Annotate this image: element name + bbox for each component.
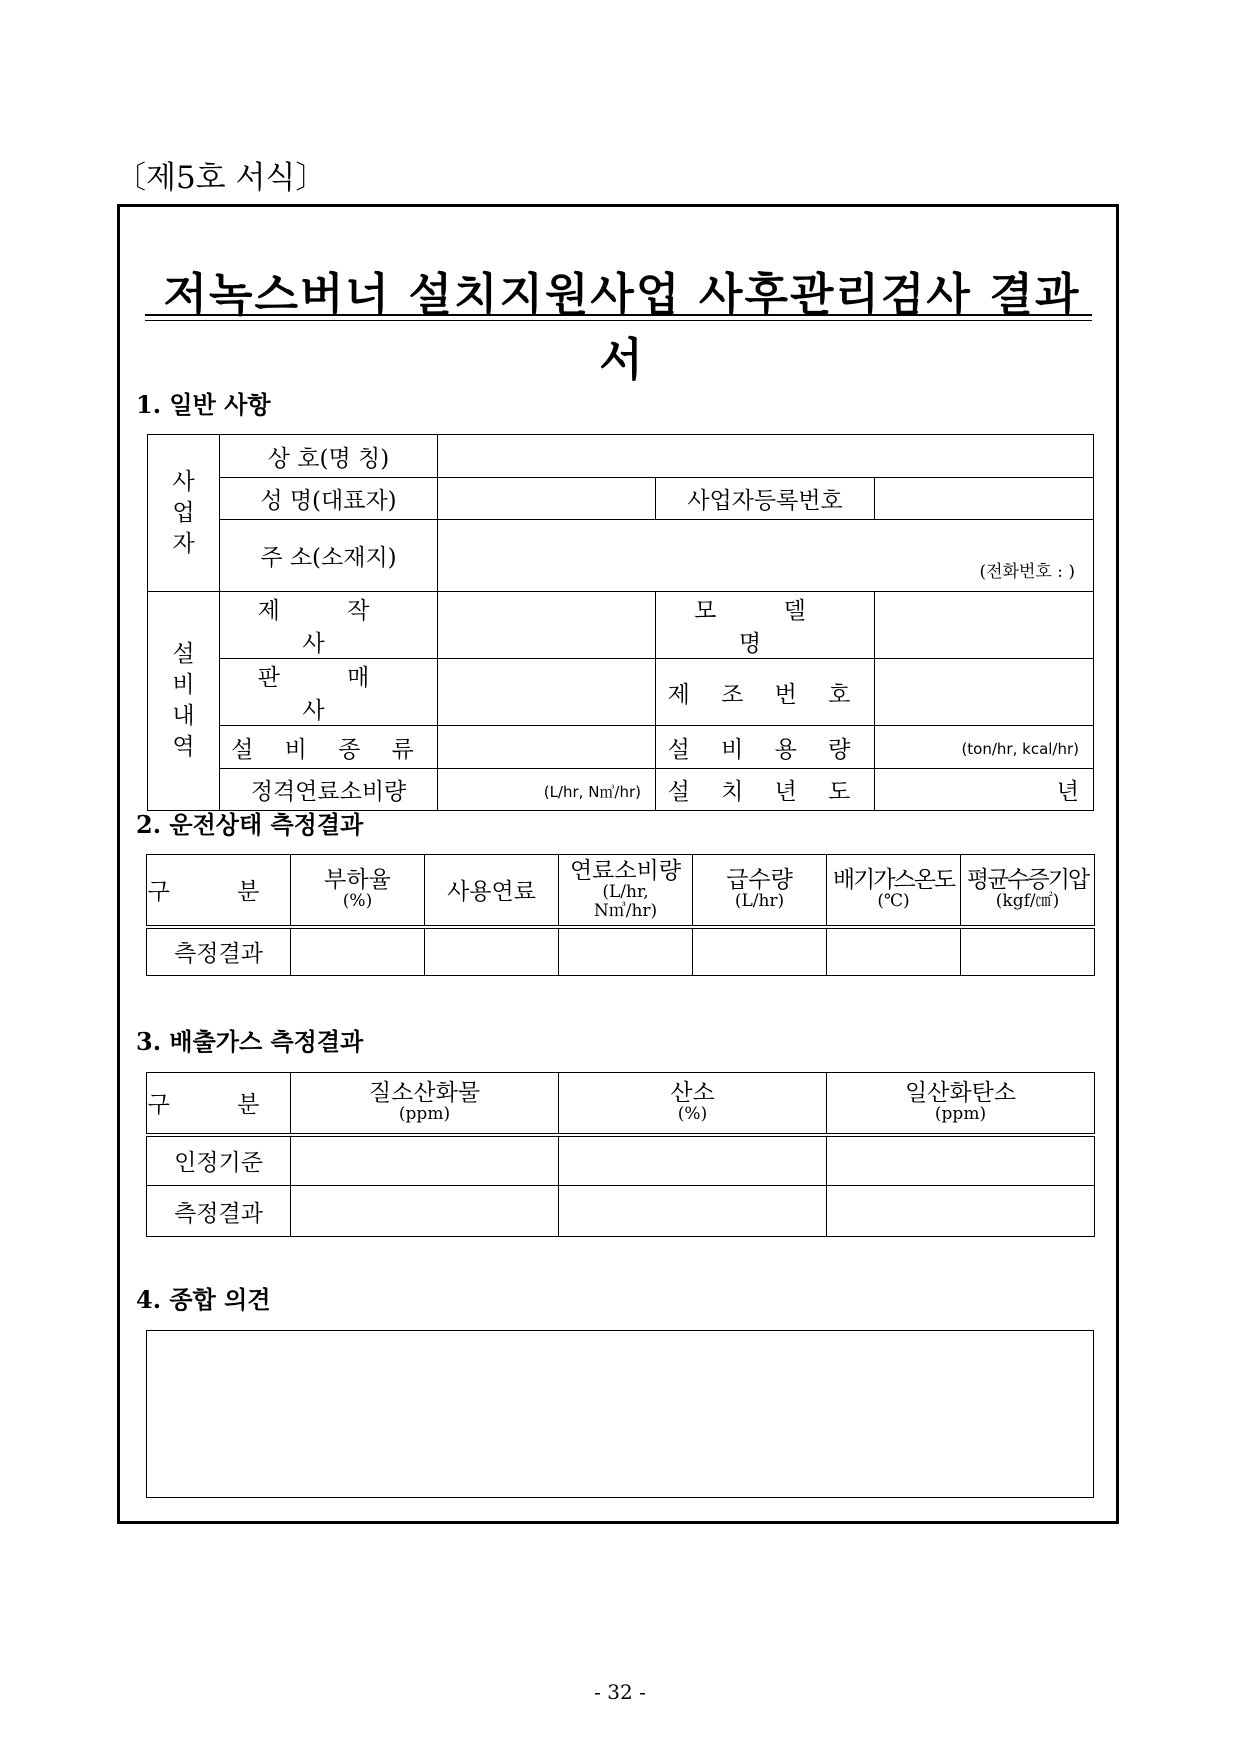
co-header [827, 1073, 1095, 1135]
representative-label: 성 명(대표자) [220, 478, 438, 520]
company-name-label: 상 호(명 칭) [220, 435, 438, 478]
steam-pressure-header [961, 855, 1095, 927]
general-info-table [147, 434, 1094, 811]
manufacturer-label: 제 작 사 [220, 592, 438, 659]
emission-table [146, 1072, 1095, 1237]
model-name-value[interactable] [875, 592, 1094, 659]
measurement-result-label: 측정결과 [147, 927, 291, 976]
page-title: 저녹스버너 설치지원사업 사후관리검사 결과서 [163, 268, 1081, 386]
seller-value[interactable] [438, 659, 656, 726]
exhaust-temp-label: 배기가스온도 [832, 867, 955, 894]
oxygen-label: 산소 [670, 1080, 715, 1107]
business-group-label: 사 업 자 [148, 435, 220, 592]
title-underline [145, 314, 1092, 316]
fuel-consumption-value[interactable] [559, 927, 693, 976]
manufacturer-value[interactable] [438, 592, 656, 659]
model-name-label: 모 델 명 [656, 592, 875, 659]
overall-opinion-box[interactable] [146, 1330, 1094, 1498]
serial-no-value[interactable] [875, 659, 1094, 726]
business-reg-no-value[interactable] [875, 478, 1094, 520]
fuel-rated-value[interactable] [438, 769, 656, 811]
load-rate-header [291, 855, 425, 927]
oxygen-result-value[interactable] [559, 1186, 827, 1237]
load-rate-value[interactable] [291, 927, 425, 976]
oxygen-header [559, 1073, 827, 1135]
co-label: 일산화탄소 [904, 1080, 1017, 1107]
section1-heading: 1. 일반 사항 [136, 390, 271, 419]
feedwater-label: 급수량 [726, 867, 793, 894]
nox-label: 질소산화물 [368, 1080, 481, 1107]
fuel-consumption-header [559, 855, 693, 927]
address-value[interactable] [438, 520, 1094, 592]
operation-table [146, 854, 1095, 976]
capacity-value[interactable] [875, 726, 1094, 769]
phone-label: (전화번호 : ) [979, 562, 1076, 582]
fuel-rated-label: 정격연료소비량 [220, 769, 438, 811]
company-name-value[interactable] [438, 435, 1094, 478]
feedwater-unit: (L/hr) [734, 891, 785, 912]
co-unit: (ppm) [934, 1104, 987, 1125]
emission-result-label: 측정결과 [147, 1186, 291, 1237]
nox-result-value[interactable] [291, 1186, 559, 1237]
equipment-group-label: 설 비 내 역 [148, 592, 220, 811]
nox-unit: (ppm) [398, 1104, 451, 1125]
representative-value[interactable] [438, 478, 656, 520]
fuel-consumption-unit2: N㎥/hr) [593, 900, 658, 921]
seller-label: 판 매 사 [220, 659, 438, 726]
load-rate-label: 부하율 [324, 867, 391, 894]
feedwater-value[interactable] [693, 927, 827, 976]
co-standard-value[interactable] [827, 1135, 1095, 1186]
nox-standard-value[interactable] [291, 1135, 559, 1186]
nox-header [291, 1073, 559, 1135]
oxygen-unit: (%) [677, 1104, 708, 1125]
co-result-value[interactable] [827, 1186, 1095, 1237]
emission-category-header: 구 분 [147, 1073, 291, 1135]
feedwater-header [693, 855, 827, 927]
steam-pressure-value[interactable] [961, 927, 1095, 976]
equipment-type-value[interactable] [438, 726, 656, 769]
exhaust-temp-value[interactable] [827, 927, 961, 976]
load-rate-unit: (%) [342, 891, 373, 912]
install-year-label: 설 치 년 도 [656, 769, 875, 811]
standard-label: 인정기준 [147, 1135, 291, 1186]
fuel-consumption-label: 연료소비량 [569, 857, 682, 884]
exhaust-temp-unit: (℃) [877, 891, 910, 912]
exhaust-temp-header [827, 855, 961, 927]
business-reg-no-label: 사업자등록번호 [656, 478, 875, 520]
fuel-consumption-unit1: (L/hr, [602, 881, 649, 902]
title-underline-thin [145, 320, 1092, 321]
capacity-label: 설 비 용 량 [656, 726, 875, 769]
section4-heading: 4. 종합 의견 [136, 1285, 271, 1314]
year-unit: 년 [1056, 779, 1080, 805]
serial-no-label: 제 조 번 호 [656, 659, 875, 726]
install-year-value[interactable] [875, 769, 1094, 811]
page-number: - 32 - [594, 1680, 646, 1704]
equipment-type-label: 설 비 종 류 [220, 726, 438, 769]
address-label: 주 소(소재지) [220, 520, 438, 592]
section2-heading: 2. 운전상태 측정결과 [136, 810, 364, 839]
capacity-unit: (ton/hr, kcal/hr) [961, 740, 1080, 758]
oxygen-standard-value[interactable] [559, 1135, 827, 1186]
fuel-type-header: 사용연료 [425, 855, 559, 927]
steam-pressure-label: 평균수증기압 [966, 867, 1089, 894]
steam-pressure-unit: (kgf/㎠) [995, 891, 1060, 912]
fuel-rated-unit: (L/hr, N㎥/hr) [543, 782, 641, 801]
form-label: 〔제5호 서식〕 [115, 160, 327, 196]
category-header: 구 분 [147, 855, 291, 927]
fuel-type-value[interactable] [425, 927, 559, 976]
section3-heading: 3. 배출가스 측정결과 [136, 1027, 364, 1056]
